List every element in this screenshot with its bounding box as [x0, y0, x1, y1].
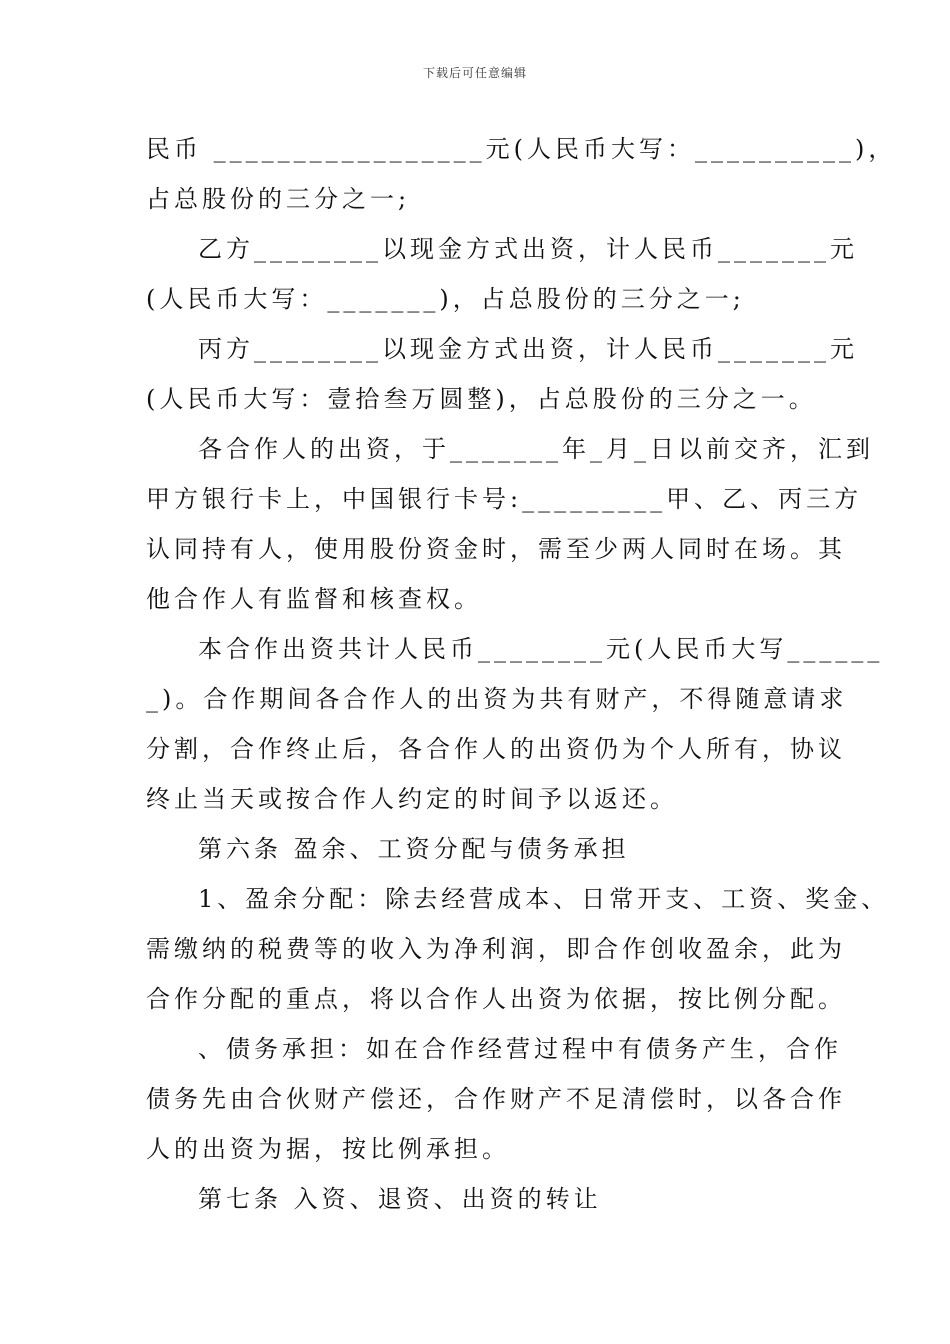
text-line: (人民币大写：壹拾叁万圆整)，占总股份的三分之一。 — [146, 385, 817, 413]
text-line: 民币 _________________元(人民币大写：__________)， — [146, 135, 897, 163]
document-body — [146, 124, 897, 1224]
text-line: 甲方银行卡上，中国银行卡号:_________甲、乙、丙三方 — [146, 485, 863, 513]
text-line: 人的出资为据，按比例承担。 — [146, 1135, 510, 1163]
section-heading: 第七条 入资、退资、出资的转让 — [198, 1185, 602, 1213]
text-line: 分割，合作终止后，各合作人的出资仍为个人所有，协议 — [146, 735, 846, 763]
text-line: _)。合作期间各合作人的出资为共有财产，不得随意请求 — [146, 685, 848, 713]
text-line: 认同持有人，使用股份资金时，需至少两人同时在场。其 — [146, 535, 846, 563]
text-line: 他合作人有监督和核查权。 — [146, 585, 482, 613]
text-line: 占总股份的三分之一; — [146, 185, 411, 213]
text-line: 、债务承担：如在合作经营过程中有债务产生，合作 — [198, 1035, 842, 1063]
text-line: (人民币大写：_______)，占总股份的三分之一; — [146, 285, 745, 313]
text-line: 丙方________以现金方式出资，计人民币_______元 — [198, 335, 858, 363]
text-line: 1、盈余分配：除去经营成本、日常开支、工资、奖金、 — [198, 885, 890, 913]
text-line: 各合作人的出资，于_______年_月_日以前交齐，汇到 — [198, 435, 874, 463]
text-line: 终止当天或按合作人约定的时间予以返还。 — [146, 785, 678, 813]
text-line: 合作分配的重点，将以合作人出资为依据，按比例分配。 — [146, 985, 846, 1013]
text-line: 债务先由合伙财产偿还，合作财产不足清偿时，以各合作 — [146, 1085, 846, 1113]
text-line: 乙方________以现金方式出资，计人民币_______元 — [198, 235, 858, 263]
text-line: 需缴纳的税费等的收入为净利润，即合作创收盈余，此为 — [146, 935, 846, 963]
section-heading: 第六条 盈余、工资分配与债务承担 — [198, 835, 630, 863]
page-header: 下载后可任意编辑 — [422, 66, 527, 80]
text-line: 本合作出资共计人民币________元(人民币大写______ — [198, 635, 884, 663]
